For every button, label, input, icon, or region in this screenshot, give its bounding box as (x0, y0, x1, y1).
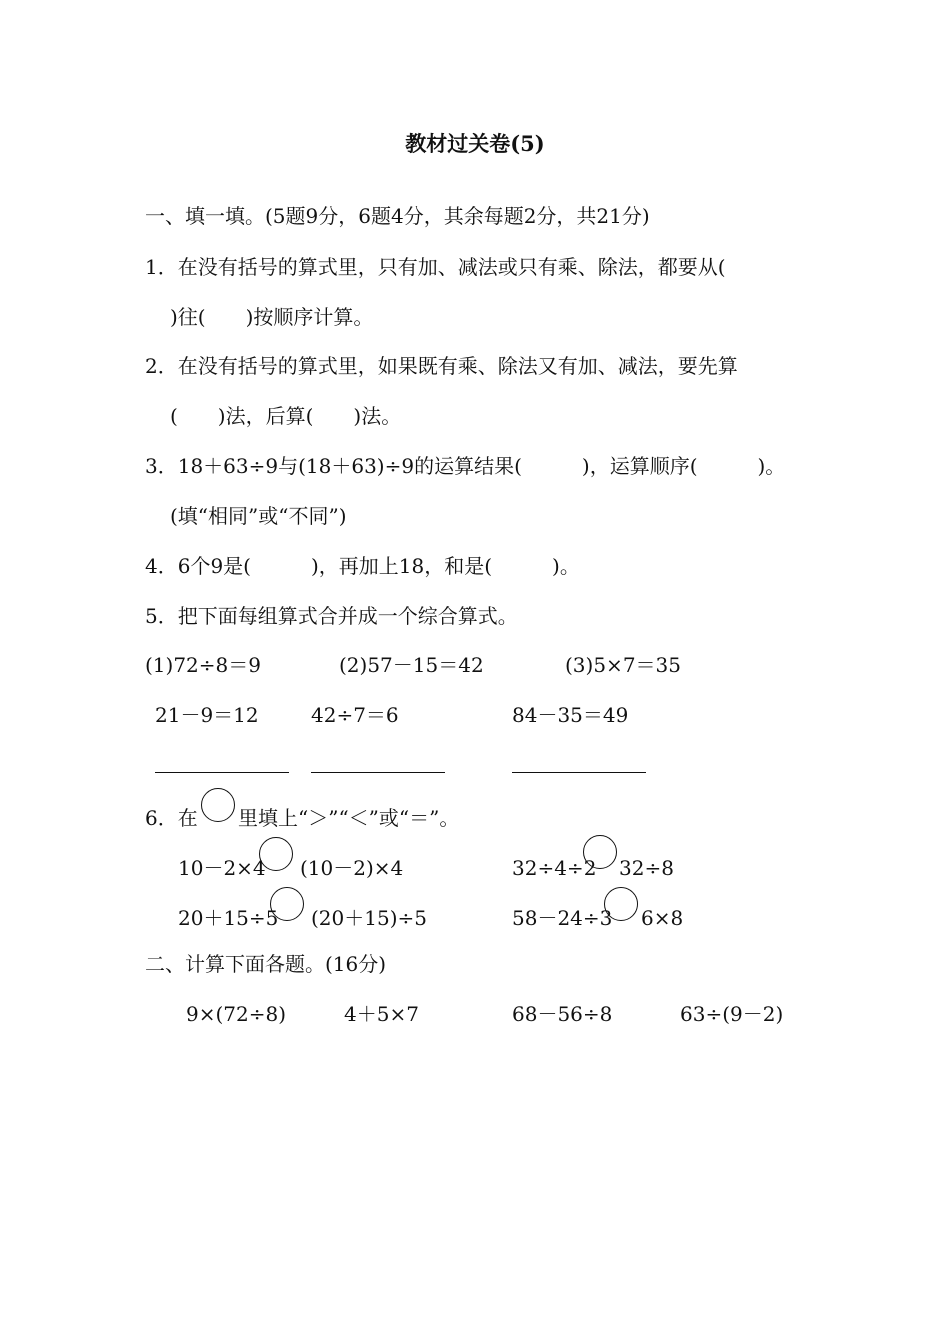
q6-row3-left: 20＋15÷5 (178, 906, 279, 930)
q5-group2-first: (2)57－15＝42 (339, 653, 484, 677)
q6-suffix: 里填上“＞”“＜”或“＝”。 (238, 806, 460, 830)
q4-line1: 4．6个9是( )，再加上18，和是( )。 (145, 554, 580, 578)
q6-row1-right: (10－2)×4 (300, 856, 404, 880)
q1-line2: )往( )按顺序计算。 (170, 305, 374, 329)
calc-problem-3: 68－56÷8 (512, 1002, 613, 1026)
calc-problem-1: 9×(72÷8) (186, 1002, 287, 1026)
q5-group2-answer-line[interactable] (311, 772, 445, 773)
calc-problem-4: 63÷(9－2) (680, 1002, 784, 1026)
q2-line2: ( )法，后算( )法。 (170, 404, 402, 428)
q6-prefix: 6．在 (145, 806, 198, 830)
q6-row2-right: 32÷8 (619, 856, 674, 880)
compare-circle-4[interactable] (604, 887, 638, 921)
q5-group2-second: 42÷7＝6 (311, 703, 399, 727)
compare-circle-2[interactable] (583, 835, 617, 869)
calc-problem-2: 4＋5×7 (344, 1002, 419, 1026)
q6-row4-right: 6×8 (641, 906, 684, 930)
q6-row2-left: 32÷4÷2 (512, 856, 597, 880)
q6-row4-left: 58－24÷3 (512, 906, 613, 930)
q6-row1-left: 10－2×4 (178, 856, 266, 880)
q5-group1-first: (1)72÷8＝9 (145, 653, 261, 677)
q5-line1: 5．把下面每组算式合并成一个综合算式。 (145, 604, 518, 628)
compare-circle-3[interactable] (270, 887, 304, 921)
q3-line2: (填“相同”或“不同”) (170, 504, 347, 528)
section1-heading: 一、填一填。(5题9分，6题4分，其余每题2分，共21分) (145, 204, 650, 228)
q2-line1: 2．在没有括号的算式里，如果既有乘、除法又有加、减法，要先算 (145, 354, 738, 378)
q1-line1: 1．在没有括号的算式里，只有加、减法或只有乘、除法，都要从( (145, 255, 726, 279)
section2-heading: 二、计算下面各题。(16分) (145, 952, 387, 976)
q5-group3-answer-line[interactable] (512, 772, 646, 773)
q5-group3-second: 84－35＝49 (512, 703, 629, 727)
q6-row3-right: (20＋15)÷5 (311, 906, 427, 930)
q6-sample-circle (201, 788, 235, 822)
compare-circle-1[interactable] (259, 837, 293, 871)
q5-group1-second: 21－9＝12 (155, 703, 259, 727)
q3-line1: 3．18＋63÷9与(18＋63)÷9的运算结果( )，运算顺序( )。 (145, 454, 786, 478)
q5-group1-answer-line[interactable] (155, 772, 289, 773)
page-title: 教材过关卷(5) (405, 131, 545, 156)
q5-group3-first: (3)5×7＝35 (565, 653, 681, 677)
